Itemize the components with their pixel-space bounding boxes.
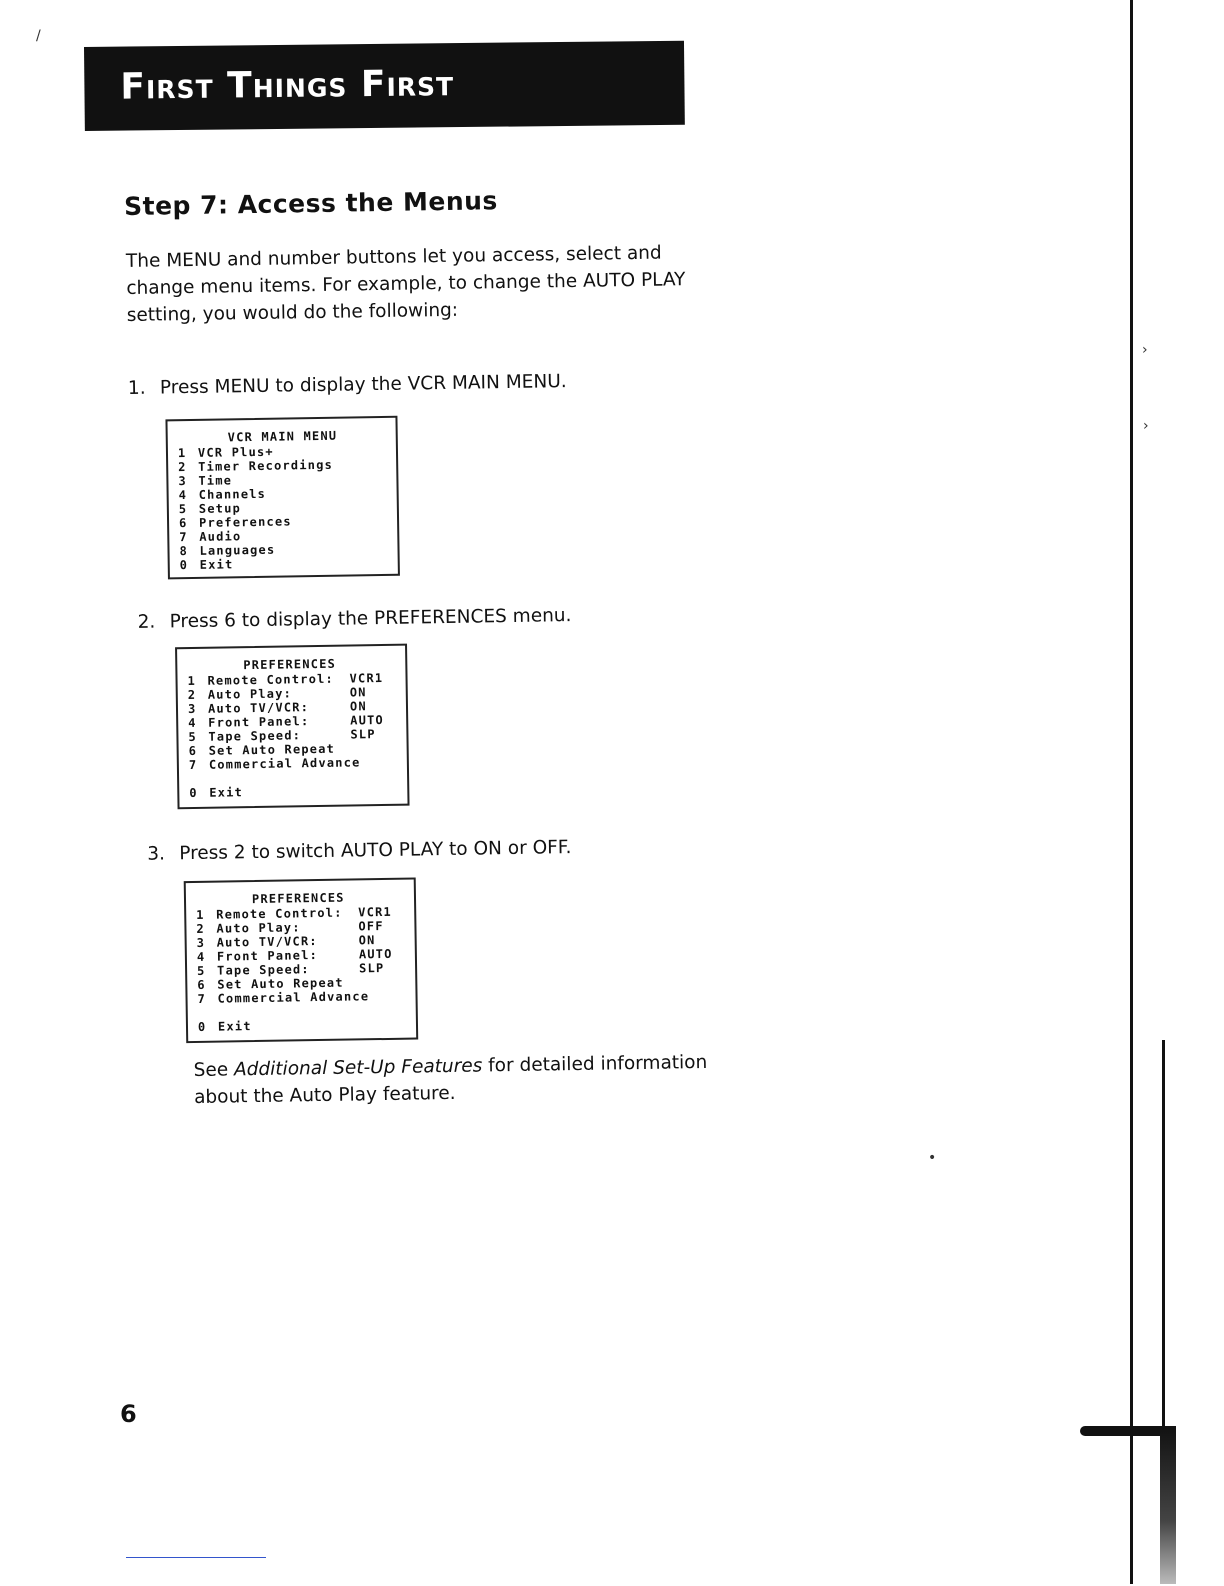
menu-item-number: 5 bbox=[178, 502, 188, 517]
binding-edge-line bbox=[1130, 0, 1133, 1584]
see-also-note bbox=[193, 1049, 714, 1111]
preferences-menu-screen bbox=[175, 644, 410, 810]
menu-item-number: 6 bbox=[178, 516, 188, 531]
scan-speck: › bbox=[1142, 342, 1148, 358]
menu-item-number: 7 bbox=[197, 991, 207, 1006]
page-number: 6 bbox=[120, 1400, 137, 1428]
menu-item-value: OFF bbox=[358, 919, 384, 934]
menu-item-label: Setup bbox=[198, 501, 242, 516]
menu-item-number: 6 bbox=[188, 743, 198, 759]
menu-item-label: Auto TV/VCR: bbox=[216, 934, 318, 950]
menu-item-label: Tape Speed: bbox=[217, 962, 310, 978]
menu-item-label: Channels bbox=[198, 486, 267, 502]
scan-speck: / bbox=[36, 28, 41, 44]
step-text: Press 2 to switch AUTO PLAY to ON or OFF. bbox=[179, 837, 572, 865]
menu-item-label: VCR Plus+ bbox=[197, 444, 274, 460]
menu-item-number: 4 bbox=[178, 488, 188, 503]
menu-item-label: Exit bbox=[199, 557, 234, 572]
cross-reference-link[interactable]: Additional Set-Up Features bbox=[233, 1055, 483, 1081]
note-suffix: for detailed information about the Auto Play feature. bbox=[193, 1051, 708, 1109]
step-text: Press MENU to display the VCR MAIN MENU. bbox=[159, 371, 567, 399]
menu-item-number: 4 bbox=[196, 949, 206, 964]
menu-item-number: 4 bbox=[188, 715, 197, 731]
menu-item-label: Remote Control: bbox=[207, 671, 335, 688]
intro-paragraph: The MENU and number buttons let you access, select and change menu items. For example, to change the AUTO PLAY setting, you would do the following: bbox=[125, 242, 686, 326]
menu-item-label: Front Panel: bbox=[216, 948, 319, 964]
menu-item bbox=[180, 555, 398, 572]
menu-item-label: Timer Recordings bbox=[198, 457, 334, 474]
menu-title: PREFERENCES bbox=[251, 890, 345, 907]
menu-item-number: 0 bbox=[189, 785, 198, 801]
menu-item-number: 3 bbox=[196, 935, 206, 950]
menu-item-value: AUTO bbox=[350, 712, 385, 728]
menu-item-value: AUTO bbox=[358, 946, 393, 962]
menu-item-value: VCR1 bbox=[358, 904, 393, 920]
menu-item-label: Auto TV/VCR: bbox=[207, 700, 310, 716]
menu-item-value: SLP bbox=[358, 961, 385, 976]
instruction-step-3 bbox=[147, 837, 571, 865]
menu-item-number: 7 bbox=[188, 757, 198, 773]
menu-item-number: 0 bbox=[197, 1019, 207, 1034]
menu-title: PREFERENCES bbox=[243, 656, 337, 673]
preferences-menu-updated-screen bbox=[184, 878, 419, 1044]
menu-item-list bbox=[178, 443, 398, 572]
menu-item-value: VCR1 bbox=[349, 670, 384, 686]
step-heading: Step 7: Access the Menus bbox=[123, 186, 499, 221]
menu-item-number: 7 bbox=[179, 530, 188, 545]
step-text: Press 6 to display the PREFERENCES menu. bbox=[169, 605, 572, 633]
menu-item-label: Exit bbox=[217, 1019, 252, 1034]
menu-item-label: Time bbox=[198, 473, 233, 488]
menu-item-number: 1 bbox=[187, 673, 197, 689]
menu-item-number: 2 bbox=[187, 687, 197, 703]
menu-item-label: Remote Control: bbox=[216, 905, 343, 922]
menu-item-number: 3 bbox=[187, 701, 197, 717]
binding-clip-tail bbox=[1160, 1426, 1176, 1584]
instruction-step-2 bbox=[137, 605, 571, 633]
step-number: 2. bbox=[137, 611, 156, 633]
menu-item-label: Exit bbox=[209, 785, 244, 800]
menu-item-label: Set Auto Repeat bbox=[217, 975, 344, 992]
menu-item-number: 6 bbox=[197, 977, 206, 992]
menu-item-exit bbox=[189, 783, 407, 800]
menu-item-number: 3 bbox=[178, 474, 187, 489]
scan-line bbox=[126, 1557, 266, 1558]
menu-item-number: 0 bbox=[179, 558, 189, 573]
step-number: 3. bbox=[147, 843, 166, 865]
menu-item-value: ON bbox=[358, 933, 376, 948]
menu-item-label: Audio bbox=[199, 529, 242, 544]
scan-speck: • bbox=[928, 1150, 937, 1166]
menu-item-number: 1 bbox=[177, 446, 187, 461]
section-title: First Things First bbox=[120, 63, 455, 108]
menu-item-value: ON bbox=[349, 685, 367, 700]
menu-item-label: Set Auto Repeat bbox=[208, 741, 336, 758]
menu-item-list bbox=[187, 671, 407, 772]
menu-item-number: 5 bbox=[188, 729, 197, 745]
menu-item-label: Front Panel: bbox=[208, 714, 310, 730]
scan-speck: › bbox=[1143, 418, 1149, 434]
menu-item-label: Commercial Advance bbox=[208, 755, 361, 772]
step-number: 1. bbox=[127, 377, 146, 399]
menu-item-label: Auto Play: bbox=[207, 686, 293, 702]
menu-item-label: Auto Play: bbox=[216, 920, 301, 936]
menu-title: VCR MAIN MENU bbox=[227, 428, 338, 445]
vcr-main-menu-screen bbox=[165, 416, 399, 580]
menu-item-value: SLP bbox=[350, 727, 376, 742]
menu-item-number: 8 bbox=[179, 544, 189, 559]
instruction-step-1 bbox=[128, 371, 567, 399]
menu-item-number: 2 bbox=[196, 921, 206, 936]
menu-item-number: 1 bbox=[196, 907, 205, 922]
menu-item-number: 2 bbox=[178, 460, 187, 475]
binding-edge-line-lower bbox=[1162, 1040, 1165, 1440]
menu-item-exit bbox=[198, 1017, 416, 1034]
menu-item-list bbox=[196, 905, 416, 1006]
menu-item-label: Commercial Advance bbox=[217, 989, 370, 1006]
menu-item-number: 5 bbox=[197, 963, 206, 978]
menu-item-label: Tape Speed: bbox=[208, 728, 302, 744]
menu-item-label: Preferences bbox=[198, 514, 292, 530]
menu-item-value: ON bbox=[349, 699, 367, 714]
menu-item-label: Languages bbox=[199, 542, 276, 558]
note-prefix: See bbox=[193, 1059, 235, 1082]
